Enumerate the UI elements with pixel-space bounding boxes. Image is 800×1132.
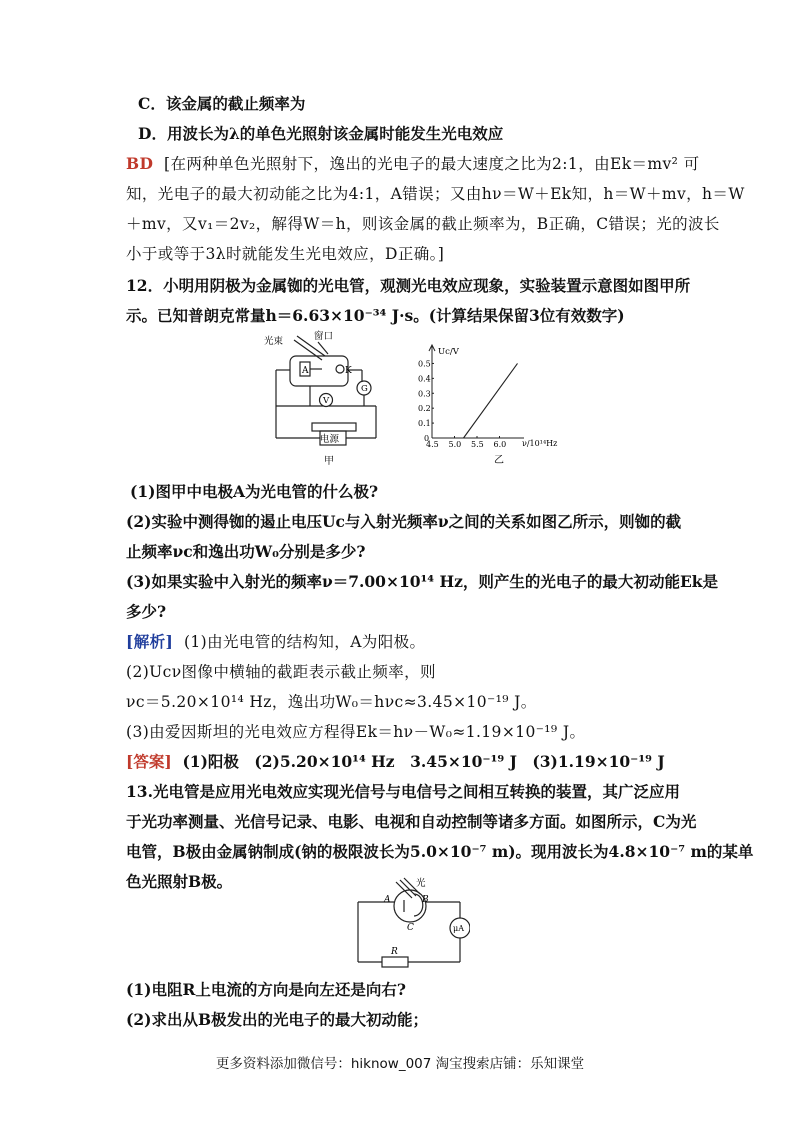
figure-yi-chart (418, 342, 578, 468)
y-tick-label: 0.5 (418, 359, 431, 369)
q12-part-2-line-1: (2)实验中测得铷的遏止电压Uc与入射光频率ν之间的关系如图乙所示，则铷的截 (126, 512, 682, 531)
y-axis-label: Uc/V (438, 347, 459, 357)
question-12-line-2: 示。已知普朗克常量h＝6.63×10⁻³⁴ J·s。(计算结果保留3位有效数字) (126, 306, 625, 325)
question-13-line-4: 色光照射B极。 (126, 872, 233, 891)
fig13-r-label: R (391, 947, 398, 957)
page-footer: 更多资料添加微信号：hiknow_007 淘宝搜索店铺：乐知课堂 (215, 1056, 585, 1072)
analysis-line-2: (2)Ucν图像中横轴的截距表示截止频率，则 (126, 663, 436, 681)
figure-yi-caption: 乙 (494, 455, 504, 466)
electrode-k-label: K (345, 366, 352, 376)
answer-11-line-1 (126, 154, 716, 174)
answer-11-line-4: 小于或等于3λ时就能发生光电效应，D正确。] (126, 245, 445, 263)
y-tick-label: 0.4 (418, 374, 431, 384)
question-13-line-1: 13.光电管是应用光电效应实现光信号与电信号之间相互转换的装置，其广泛应用 (126, 782, 680, 801)
q12-part-3-line-1: (3)如果实验中入射光的频率ν＝7.00×10¹⁴ Hz，则产生的光电子的最大初动能Ek是 (126, 572, 718, 591)
window-label: 窗口 (314, 331, 334, 342)
q13-part-2: (2)求出从B极发出的光电子的最大初动能； (126, 1010, 429, 1029)
option-c: C．该金属的截止频率为 (138, 94, 306, 113)
voltmeter-label: V (323, 396, 330, 406)
y-tick-label: 0.1 (418, 419, 431, 429)
x-tick-label: 4.5 (426, 440, 439, 449)
answer-tag: BD (126, 154, 154, 173)
answer-11-line-3: ＋mv，又v₁＝2v₂，解得W＝h，则该金属的截止频率为，B正确，C错误；光的波长 (126, 215, 720, 233)
y-tick-label: 0.3 (418, 389, 431, 399)
answer-12-text: (1)阳极 (2)5.20×10¹⁴ Hz 3.45×10⁻¹⁹ J (3)1.19×10⁻¹⁹ J (182, 752, 665, 771)
series-line (464, 363, 518, 438)
y-tick-label: 0 (424, 434, 430, 443)
galvanometer-label: G (361, 384, 368, 394)
light-label: 光束 (264, 336, 284, 347)
q13-part-1: (1)电阻R上电流的方向是向左还是向右? (126, 980, 406, 999)
figure-jia-caption: 甲 (324, 456, 334, 467)
q12-part-1: (1)图甲中电极A为光电管的什么极? (130, 482, 379, 501)
analysis-line-4: (3)由爱因斯坦的光电效应方程得Ek＝hν－W₀≈1.19×10⁻¹⁹ J。 (126, 723, 586, 741)
fig13-b-label: B (422, 895, 429, 905)
electrode-a-label: A (302, 366, 309, 376)
question-13-line-2: 于光功率测量、光信号记录、电影、电视和自动控制等诸多方面。如图所示，C为光 (126, 812, 697, 831)
y-tick-label: 0.2 (418, 404, 431, 414)
figure-jia-circuit (262, 330, 392, 468)
x-tick-label: 6.0 (493, 440, 507, 449)
option-d: D．用波长为λ的单色光照射该金属时能发生光电效应 (138, 124, 504, 143)
analysis-line-3: νc＝5.20×10¹⁴ Hz，逸出功W₀＝hνc≈3.45×10⁻¹⁹ J。 (126, 693, 537, 711)
power-label: 电源 (320, 434, 340, 445)
x-axis-label: ν/10¹⁴Hz (522, 439, 558, 448)
answer-11-text-1: [在两种单色光照射下，逸出的光电子的最大速度之比为2:1，由Ek＝mv² 可 (164, 155, 700, 173)
analysis-text-1: (1)由光电管的结构知，A为阳极。 (183, 633, 426, 651)
q12-part-2-line-2: 止频率νc和逸出功W₀分别是多少? (126, 542, 366, 561)
fig13-light-label: 光 (416, 878, 426, 889)
analysis-line-1 (126, 632, 716, 652)
question-12-line-1: 12．小明用阴极为金属铷的光电管，观测光电效应现象，实验装置示意图如图甲所 (126, 276, 691, 295)
fig13-meter-label: μA (453, 924, 464, 933)
answer-12-line (126, 752, 716, 772)
fig13-a-label: A (384, 895, 391, 905)
x-tick-label: 5.0 (448, 440, 462, 449)
analysis-tag: [解析] (126, 632, 174, 651)
figure-13-circuit (352, 872, 470, 972)
x-tick-label: 5.5 (471, 440, 484, 449)
answer-11-line-2: 知，光电子的最大初动能之比为4:1，A错误；又由hν＝W＋Ek知，h＝W＋mv，h＝W (126, 185, 745, 203)
question-13-line-3: 电管，B极由金属钠制成(钠的极限波长为5.0×10⁻⁷ m)。现用波长为4.8×10⁻⁷ m的某单 (126, 842, 754, 861)
q12-part-3-line-2: 多少? (126, 602, 167, 621)
answer-12-tag: [答案] (126, 752, 172, 771)
fig13-c-label: C (407, 923, 414, 933)
